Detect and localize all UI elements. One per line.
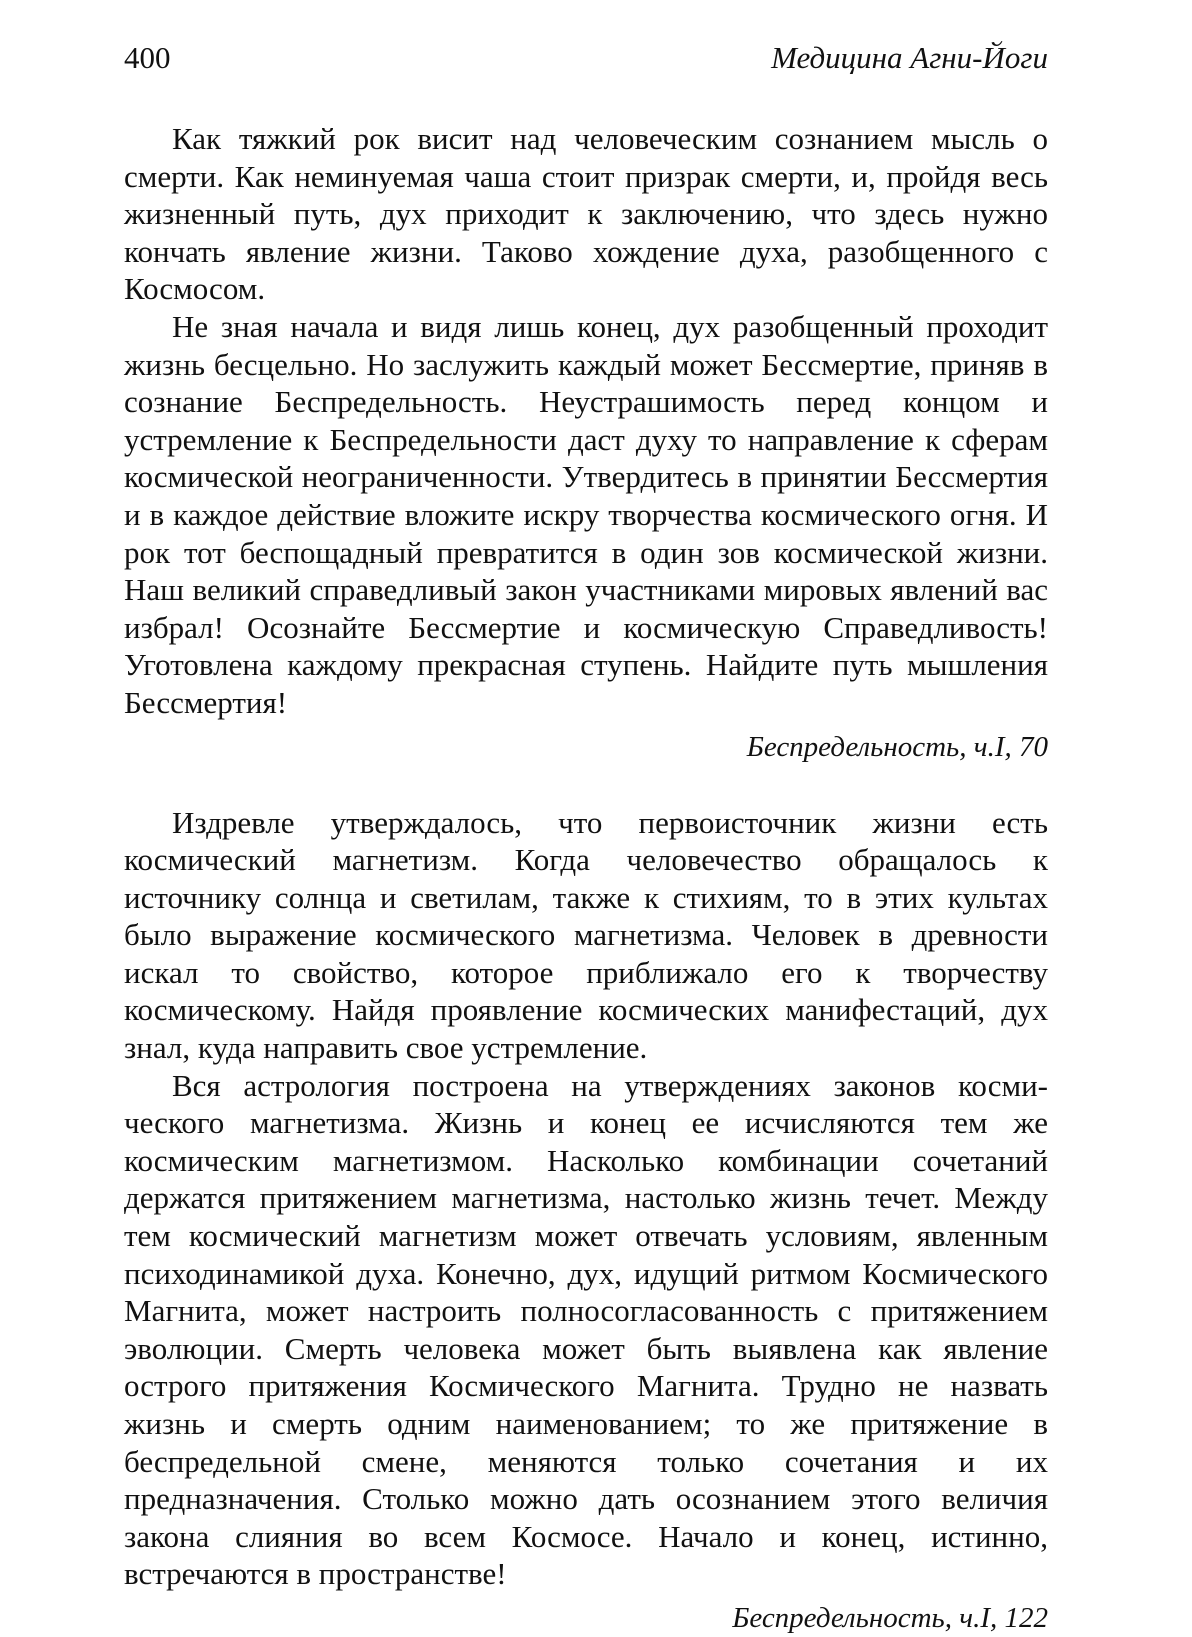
text-block [124,804,1048,1637]
paragraph: Не зная начала и видя лишь конец, дух разобщенный проходит жизнь бесцельно. Но заслужить каждый может Бессмертие, приняв в сознание Беспредельность. Неустрашимость перед концом и устремление к Беспредельности даст духу то направление к сферам космической неограниченности. Утвердитесь в принятии Бессмертия и в каждое действие вложите искру творчества космического огня. И рок тот беспощадный превратится в один зов космической жизни. Наш великий справедливый закон участниками мировых явлений вас избрал! Осознайте Бессмертие и космическую Справедливость! Уготовлена каждому прекрасная ступень. Найдите путь мышления Бессмертия! [124,308,1048,720]
page-content [124,120,1048,1637]
source-citation: Беспредельность, ч.I, 122 [732,1601,1048,1634]
paragraph: Издревле утверждалось, что первоисточник жизни есть космический магнетизм. Когда человечество обращалось к источнику солнца и светилам, также к стихиям, то в этих культах было выражение космического магнетизма. Человек в древности искал то свойство, которое приближало его к творчеству космическому. Найдя проявление космических манифестаций, дух знал, куда направить свое устремление. [124,804,1048,1066]
book-page [124,40,1048,1637]
text-block [124,120,1048,766]
page-header [124,40,1048,90]
paragraph: Как тяжкий рок висит над человеческим сознанием мысль о смерти. Как неминуемая чаша стоит призрак смерти, и, пройдя весь жизненный путь, дух приходит к заключению, что здесь нужно кончать явление жизни. Таково хождение духа, разобщенного с Космосом. [124,121,1048,307]
paragraph: Вся астрология построена на утверждениях законов космического магнетизма. Жизнь и конец ее исчисляются тем же космическим магнетизмом. Насколько комбинации сочетаний держатся притяжением магнетизма, настолько жизнь течет. Между тем космический магнетизм может отвечать условиям, явленным психодинамикой духа. Конечно, дух, идущий ритмом Космического Магнита, может настроить полносогласованность с притяжением эволюции. Смерть человека может быть выявлена как явление острого притяжения Космического Магнита. Трудно не назвать жизнь и смерть одним наименованием; то же притяжение в беспредельной смене, меняются только сочетания и их предназначения. Столько можно дать осознанием этого величия закона слияния во всем Космосе. Начало и конец, истинно, встречаются в пространстве! [124,1067,1048,1592]
page-number: 400 [124,40,171,75]
source-citation: Беспредельность, ч.I, 70 [746,730,1048,763]
running-title: Медицина Агни-Йоги [771,40,1048,75]
